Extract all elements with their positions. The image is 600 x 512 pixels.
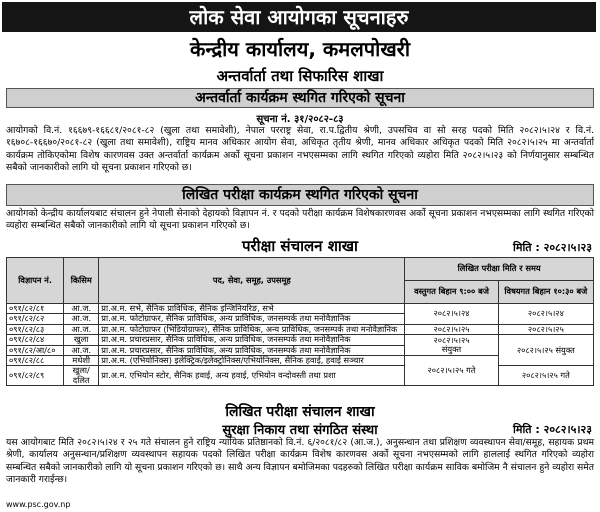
col-adv: विज्ञापन नं. (7, 258, 64, 304)
cell-post: प्रा.अ.म. फोटोग्राफर, सैनिक प्राविधिक, अन्य प्राविधिक, जनसम्पर्क तथा मनोवैज्ञानिक (99, 314, 405, 324)
written-exam-body: यस आयोगबाट मिति २०८२।५।२४ र २५ गते संचालन हुने राष्ट्रिय न्यायिक प्रतिष्ठानको वि.नं. ६/२०८१/८२ (आ.ज.), अनुसन्धान तथा प्रशिक्षण व्यवस्थापन सेवा/समूह, सहायक प्रथम श्रेणी, कार्यालय अनुसन्धान/प्रशिक्षण व्यवस्थापन सहायक पदको लिखित परीक्षा कार्यक्रम विशेष कारणवस अर्को सूचना नभएसम्मको लागि हाललाई स्थगित गरिएको व्यहोरा सम्बन्धित सबैको जानकारीको लागि यो सूचना प्रकाशन गरिएको छ। साथै अन्य विज्ञापन बमोजिमका पदहरुको लिखित परीक्षा कार्यक्रम साविक बमोजिम नै संचालन हुने व्यहोरा समेत जानकारी गराईन्छ। (6, 437, 594, 486)
cell-post: प्रा.अ.म. प्रचारप्रसार, सैनिक प्राविधिक, अन्य प्राविधिक, जनसम्पर्क तथा मनोवैज्ञानिक (99, 345, 405, 355)
cell-adv: ०९१/८२/८३ (7, 324, 64, 334)
website-link[interactable]: www.psc.gov.np (6, 500, 71, 509)
cell-obj-combined (405, 335, 498, 356)
security-org-title: सुरक्षा निकाय तथा संगठित संस्था (222, 423, 378, 438)
cell-obj: २०८२।५।२५ (405, 324, 498, 334)
exam-section-date: मिति : २०८२।५।२३ (513, 241, 592, 254)
cell-subj: २०८२।५।२४ (498, 304, 593, 325)
col-type: किसिम (64, 258, 99, 304)
written-exam-section-title: लिखित परीक्षा संचालन शाखा (225, 404, 375, 420)
notice1-number: सूचना नं. ३१/२०८२-८३ (256, 114, 344, 125)
exam-schedule-table (6, 257, 594, 386)
col-post: पद, सेवा, समूह, उपसमूह (99, 258, 405, 304)
notice1-heading: अन्तर्वार्ता कार्यक्रम स्थगित गरिएको सूचना (6, 88, 594, 108)
cell-subj: २०८२।५।२५ (498, 324, 593, 334)
cell-post: प्रा.अ.म. एभियोन स्टोर, सैनिक हवाई, अन्य हवाई, एभियोन वन्दोवस्ती तथा प्रशा (99, 366, 405, 386)
col-subjective: विषयगत बिहान १०:३० बजे (498, 281, 593, 304)
cell-adv: ०९१/८२/८२ (7, 314, 64, 324)
branch-title: अन्तर्वार्ता तथा सिफारिस शाखा (216, 67, 384, 85)
notice2-heading: लिखित परीक्षा कार्यक्रम स्थगित गरिएको सूचना (6, 184, 594, 206)
cell-adv: ०९१/८२/८९ (7, 366, 64, 386)
cell-subj: २०८२।५।२५ गते (498, 366, 593, 386)
cell-obj: २०८२।५।२५ गते (405, 356, 498, 386)
cell-obj: २०८२।५।२४ (405, 304, 498, 325)
cell-post: प्रा.अ.म. प्रचारप्रसार, सैनिक प्राविधिक, अन्य प्राविधिक, जनसम्पर्क तथा मनोवैज्ञानिक (99, 335, 405, 345)
cell-type: आ.ज. (64, 304, 99, 314)
cell-subj-combined: २०८२।५।२५ संयुक्त (498, 335, 593, 366)
office-title: केन्द्रीय कार्यालय, कमलपोखरी (189, 37, 411, 61)
cell-adv: ०९१/८२/८१ (7, 304, 64, 314)
cell-type: खुला/दलित (64, 366, 99, 386)
cell-adv: ०९१/८२/आ/८० (7, 345, 64, 355)
notice2-body: आयोगको केन्द्रीय कार्यालयबाट संचालन हुने नेपाली सेनाको देहायको विज्ञापन नं. र पदको परीक्षा कार्यक्रम विशेषकारणवस अर्को सूचना प्रकाशन नभएसम्मका लागि स्थगित गरिएको व्यहोरा सम्बन्धित सबैको जानकारीको लागि यो सूचना प्रकाशन गरिएको छ। (6, 208, 594, 232)
combined-date: २०८२।५।२५ (433, 334, 470, 345)
cell-adv: ०९१/८२/८४ (7, 335, 64, 345)
cell-adv: ०९१/८२/८८ (7, 356, 64, 366)
cell-type: आ.ज. (64, 345, 99, 355)
table-row (7, 304, 594, 314)
exam-section-title: परीक्षा संचालन शाखा (242, 237, 358, 255)
cell-type: आ.ज. (64, 314, 99, 324)
cell-type: खुला (64, 335, 99, 345)
table-row (7, 324, 594, 334)
col-objective: वस्तुगत बिहान ९:०० बजे (405, 281, 498, 304)
cell-type: मधेशी (64, 356, 99, 366)
cell-type: आ.ज. (64, 324, 99, 334)
table-row (7, 366, 594, 386)
table-row (7, 335, 594, 345)
page-title: लोक सेवा आयोगका सूचनाहरु (2, 2, 596, 32)
combined-label: संयुक्त (441, 344, 462, 355)
col-exam: लिखित परीक्षा मिति र समय (405, 258, 594, 281)
notice1-body: आयोगको वि.नं. १६६७९-१६६८१/२०८१-८२ (खुला तथा समावेशी), नेपाल परराष्ट्र सेवा, रा.प.द्वितीय श्रेणी, उपसचिव वा सो सरह पदको मिति २०८२।५।२४ र वि.नं. १६७०८-१६६७०/२०८१-८२ (खुला तथा समावेशी), राष्ट्रिय मानव अधिकार आयोग सेवा, अधिकृत तृतीय श्रेणी, मानव अधिकार अधिकृत पदको मिति २०८२।५।२५ मा अन्तर्वार्ता कार्यक्रम तोकिएकोमा विशेष कारणवस उक्त अन्तर्वार्ता कार्यक्रम अर्को सूचना प्रकाशन नभएसम्मका लागि स्थगित गरिएको व्यहोरा मिति २०८२।५।२३ को निर्णयानुसार सम्बन्धित सबैको जानकारीको लागि यो सूचना प्रकाशन गरिएको छ। (6, 125, 594, 174)
cell-post: प्रा.अ.म. फोटोग्राफर (भिडियोग्राफर), सैनिक प्राविधिक, अन्य प्राविधिक, जनसम्पर्क तथा मनोवैज्ञानिक (99, 324, 405, 334)
cell-post: प्रा.अ.म. सभे, सैनिक प्राविधिक, सैनिक इन्जिनियरिङ, सभे (99, 304, 405, 314)
cell-post: प्रा.अ.म. (एभियोनिक्स) इलेक्ट्रिक/इलेक्ट्रोनिक्स/एभियोनिक्स, सैनिक हवाई, हवाई सञ्चार (99, 356, 405, 366)
written-exam-date: मिति : २०८२।५।२३ (513, 423, 592, 436)
